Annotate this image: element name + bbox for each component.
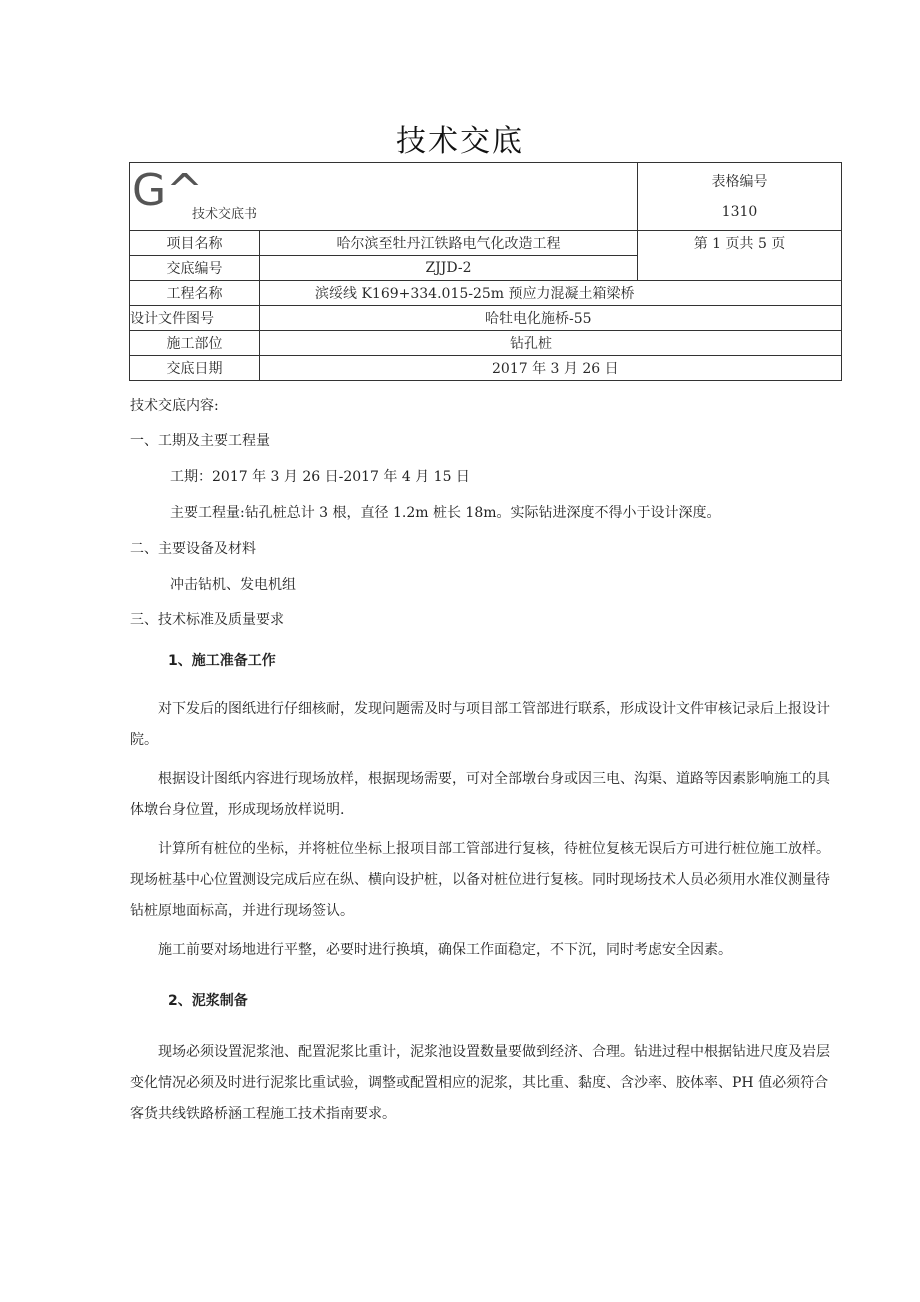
- schedule-text: 工期：2017 年 3 月 26 日-2017 年 4 月 15 日: [170, 469, 470, 485]
- row-label: 施工部位: [130, 331, 260, 356]
- quantity-text: 主要工程量:钻孔桩总计 3 根，直径 1.2m 桩长 18m。实际钻进深度不得小于设计深度。: [170, 505, 721, 521]
- paragraph: 施工前要对场地进行平整，必要时进行换填，确保工作面稳定，不下沉，同时考虑安全因素。: [158, 942, 732, 958]
- form-number-cell: [638, 163, 842, 231]
- row-value: 钻孔桩: [260, 331, 842, 356]
- equipment-text: 冲击钻机、发电机组: [170, 577, 296, 593]
- row-label: 交底编号: [130, 256, 260, 281]
- form-number: 1310: [721, 203, 758, 220]
- row-label: 交底日期: [130, 356, 260, 381]
- page-info: 第 1 页共 5 页: [638, 231, 842, 281]
- row-label: 设计文件图号: [130, 306, 260, 331]
- logo-icon: G^: [132, 165, 203, 216]
- subsection-heading-1: 1、施工准备工作: [168, 653, 276, 669]
- prep-paragraphs: [130, 694, 842, 966]
- paragraph: 对下发后的图纸进行仔细核耐，发现问题需及时与项目部工管部进行联系，形成设计文件审核记录后上报设计院。: [130, 701, 830, 748]
- row-value: 2017 年 3 月 26 日: [260, 356, 842, 381]
- section-heading-1: 一、工期及主要工程量: [130, 433, 270, 449]
- subsection-heading-2: 2、泥浆制备: [168, 993, 248, 1009]
- paragraph: 现场必须设置泥浆池、配置泥浆比重计，泥浆池设置数量要做到经济、合理。钻进过程中根据钻进尺度及岩层变化情况必须及时进行泥浆比重试验，调整或配置相应的泥浆，其比重、黏度、含沙率、胶体率、PH 值必须符合客货共线铁路桥涵工程施工技术指南要求。: [130, 1044, 830, 1122]
- form-number-label: 表格编号: [711, 173, 768, 190]
- row-label: 工程名称: [130, 281, 260, 306]
- row-value: ZJJD-2: [260, 256, 638, 281]
- page-title: 技术交底: [396, 124, 524, 159]
- paragraph: 计算所有桩位的坐标，并将桩位坐标上报项目部工管部进行复核，待桩位复核无误后方可进行桩位施工放样。现场桩基中心位置测设完成后应在纵、横向设护桩，以备对桩位进行复核。同时现场技术人员必须用水准仪测量待钻桩原地面标高，并进行现场签认。: [130, 841, 830, 919]
- content-intro: 技术交底内容:: [130, 398, 219, 414]
- mud-paragraphs: [130, 1037, 842, 1130]
- row-label: 项目名称: [130, 231, 260, 256]
- logo-cell: [130, 163, 638, 231]
- paragraph: 根据设计图纸内容进行现场放样，根据现场需要，可对全部墩台身或因三电、沟渠、道路等因素影响施工的具体墩台身位置，形成现场放样说明.: [130, 771, 830, 818]
- row-value: 滨绥线 K169+334.015-25m 预应力混凝土箱梁桥: [260, 281, 842, 306]
- info-table: [129, 162, 842, 381]
- row-value: 哈尔滨至牡丹江铁路电气化改造工程: [260, 231, 638, 256]
- row-value: 哈牡电化施桥-55: [260, 306, 842, 331]
- section-heading-2: 二、主要设备及材料: [130, 541, 256, 557]
- section-heading-3: 三、技术标准及质量要求: [130, 612, 284, 628]
- logo-subtitle: 技术交底书: [192, 207, 258, 222]
